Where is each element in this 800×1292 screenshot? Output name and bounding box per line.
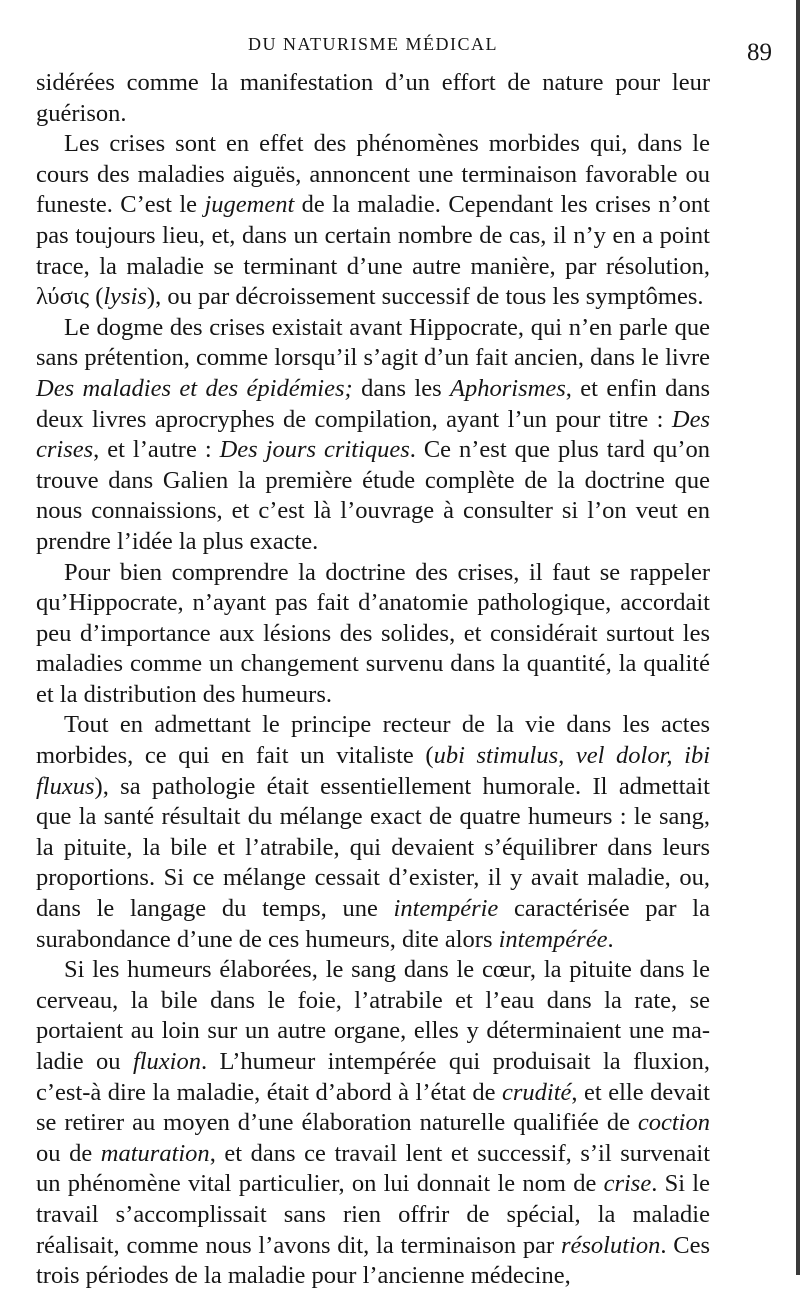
paragraph (36, 129, 710, 313)
text-run: Pour bien comprendre la doctrine des crises, il faut se rappeler qu’Hippocrate, n’ayant pas fait d’anatomie pathologique, accordait peu d’importance aux lésions des solides, et considérait surtout les maladies comme un changement survenu dans la quantité, la qualité et la distribution des humeurs. (36, 558, 710, 708)
paragraph (36, 558, 710, 711)
text-run: . Ce n’est que plus tard qu’on trouve dans Galien la première étude complète de la doctrine que nous connaissions, et c’est là l’ouvrage à consulter si l’on veut en prendre l’idée la plus exacte. (36, 436, 710, 555)
body-text (36, 68, 710, 1292)
italic-text: lysis (103, 283, 147, 311)
running-header (36, 24, 772, 68)
text-run: , et enfin dans deux livres aprocryphes de compilation, ayant l’un pour titre : (36, 374, 711, 433)
page-number: 89 (747, 39, 772, 66)
italic-text: fluxion (132, 1048, 201, 1075)
italic-text: crise (603, 1170, 652, 1198)
text-run: dans les (352, 374, 451, 402)
italic-text: jugement (204, 191, 295, 219)
italic-text: Des crises (36, 405, 710, 464)
text-run: de la maladie. Cependant les crises n’ont pas toujours lieu, et, dans un certain nombre de cas, il n’y en a point trace, la maladie se terminant d’une autre manière, par résolution, λύσις ( (36, 191, 710, 311)
text-run: , et dans ce travail lent et successif, s’il survenait un phénomène vital particulier, on lui donnait le nom de (36, 1139, 711, 1198)
running-title: DU NATURISME MÉDICAL (248, 34, 498, 54)
italic-text: Des jours critiques (219, 436, 410, 464)
text-run: , et l’autre : (93, 436, 220, 464)
italic-text: maturation (100, 1139, 210, 1167)
italic-text: coction (637, 1109, 710, 1137)
italic-text: crudité (502, 1078, 572, 1106)
text-run: . Ces trois périodes de la maladie pour l’ancienne médecine, (36, 1231, 711, 1290)
text-run: , et elle devait se retirer au moyen d’une élaboration naturelle qualifiée de (36, 1078, 710, 1137)
italic-text: Aphorismes (450, 374, 566, 402)
paragraph (36, 955, 710, 1292)
paragraph (36, 68, 710, 129)
text-run: Le dogme des crises existait avant Hippocrate, qui n’en parle que sans prétention, comme lorsqu’il s’agit d’un fait ancien, dans le livre (36, 313, 710, 372)
text-run: ), ou par décroissement successif de tous les symptômes. (146, 283, 704, 311)
text-run: . Si le travail s’accomplissait sans rien offrir de spécial, la maladie réalisait, comme nous l’avons dit, la terminaison par (36, 1170, 710, 1259)
text-run: caractérisée par la surabondance d’une de ces humeurs, dite alors (36, 895, 710, 953)
italic-text: ubi stimulus, vel dolor, ibi fluxus (36, 742, 710, 800)
italic-text: intempérée (498, 925, 608, 953)
paragraph (36, 313, 710, 558)
text-run: Les crises sont en effet des phénomènes morbides qui, dans le cours des maladies aiguës, annoncent une terminaison favorable ou funeste. C’est le (36, 130, 710, 219)
italic-text: intempérie (393, 895, 499, 923)
text-run: Tout en admettant le principe recteur de la vie dans les actes morbides, ce qui en fait un vitaliste ( (36, 711, 710, 770)
text-run: ), sa pathologie était essentiellement humorale. Il admettait que la santé résultait du mélange exact de quatre humeurs : le sang, la pituite, la bile et l’atrabile, qui devaient s’équilibrer dans leurs proportions. Si ce mélange cessait d’exister, il y avait maladie, ou, dans le langage du temps, une (36, 772, 710, 923)
italic-text: résolution (560, 1231, 661, 1259)
text-run: Si les humeurs élaborées, le sang dans le cœur, la pituite dans le cerveau, la bile dans le foie, l’atrabile et l’eau dans la rate, se portaient au loin sur un autre organe, elles y déterminaient une maladie ou (36, 956, 710, 1075)
text-run: . L’humeur intempérée qui produisait la fluxion, c’est-à dire la maladie, était d’abord à l’état de (36, 1048, 710, 1106)
text-run: . (607, 925, 614, 953)
text-run: ou de (36, 1139, 101, 1167)
paragraph (36, 710, 710, 955)
text-run: sidérées comme la manifestation d’un effort de nature pour leur guérison. (36, 69, 710, 127)
italic-text: Des maladies et des épidémies; (36, 374, 353, 402)
